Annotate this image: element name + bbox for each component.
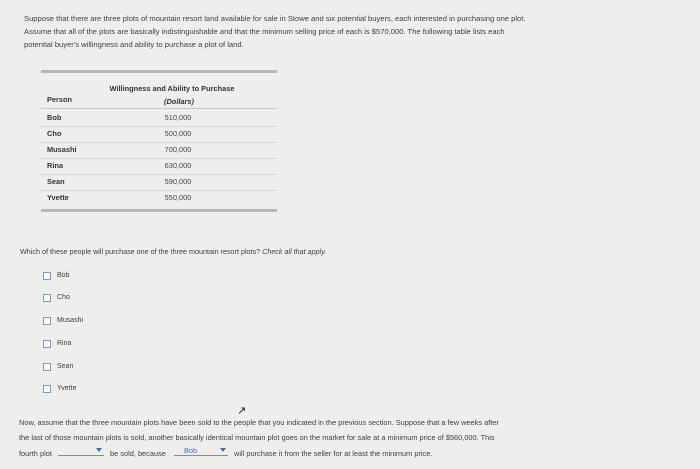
table-row — [41, 142, 277, 159]
option-label: Rina — [57, 340, 72, 347]
followup-line-3-mid: be sold, because — [110, 449, 166, 458]
row-person: Bob — [47, 113, 62, 122]
option-yvette[interactable] — [43, 383, 76, 394]
table-row — [41, 126, 277, 143]
dropdown-selected-value: Bob — [183, 446, 198, 455]
willingness-table — [41, 70, 277, 212]
mouse-cursor-icon: ↗ — [237, 405, 247, 417]
checkbox[interactable] — [43, 294, 51, 302]
question-text — [20, 247, 326, 256]
option-label: Yvette — [57, 385, 77, 392]
table-header-main: Willingness and Ability to Purchase — [109, 84, 235, 93]
row-value: 630,000 — [164, 161, 192, 170]
checkbox[interactable] — [43, 385, 51, 393]
row-person: Rina — [47, 161, 64, 170]
followup-line-1: Now, assume that the three mountain plots have been sold to the people that you indicated in the previous section. Suppose that a few weeks after — [19, 418, 499, 427]
option-label: Bob — [57, 272, 70, 279]
option-musashi[interactable] — [43, 315, 83, 326]
table-bottom-rule — [41, 209, 277, 212]
row-value: 700,000 — [164, 145, 192, 154]
option-label: Cho — [57, 294, 70, 301]
row-person: Sean — [47, 177, 65, 186]
table-row — [41, 190, 277, 206]
intro-line-1: Suppose that there are three plots of mountain resort land available for sale in Stowe and six potential buyers, each interested in purchasing one plot. — [24, 14, 526, 23]
option-bob[interactable] — [43, 270, 69, 281]
table-header-person: Person — [47, 95, 73, 104]
followup-line-2: the last of those mountain plots is sold, another basically identical mountain plot goes on the market for sale at a minimum price of $560,000. This — [19, 432, 495, 442]
table-body — [41, 73, 277, 209]
question-prompt: Which of these people will purchase one of the three mountain resort plots? — [20, 247, 261, 256]
chevron-down-icon — [220, 448, 226, 452]
option-sean[interactable] — [43, 361, 73, 372]
row-value: 550,000 — [164, 193, 192, 202]
intro-line-3: potential buyer's willingness and ability to purchase a plot of land. — [24, 40, 244, 49]
table-row — [41, 174, 277, 191]
option-rina[interactable] — [43, 338, 71, 349]
table-row — [41, 158, 277, 175]
table-header-unit: (Dollars) — [164, 97, 194, 106]
row-person: Musashi — [47, 145, 77, 154]
row-value: 510,000 — [164, 113, 192, 122]
followup-line-3-start: fourth plot — [19, 449, 52, 458]
followup-line-3-end: will purchase it from the seller for at least the minimum price. — [234, 449, 433, 458]
row-person: Yvette — [47, 193, 69, 202]
row-value: 500,000 — [164, 129, 192, 138]
question-hint: Check all that apply. — [262, 247, 327, 256]
followup-line-3 — [19, 445, 684, 462]
checkbox[interactable] — [43, 272, 51, 280]
intro-text — [24, 12, 684, 51]
chevron-down-icon — [96, 448, 102, 452]
buyer-dropdown[interactable] — [174, 445, 228, 456]
row-value: 590,000 — [164, 177, 192, 186]
table-row — [41, 110, 277, 127]
checkbox[interactable] — [43, 317, 51, 325]
option-label: Musashi — [57, 317, 84, 324]
checkbox[interactable] — [43, 363, 51, 371]
followup-text — [19, 416, 684, 462]
option-cho[interactable] — [43, 292, 70, 303]
intro-line-2: Assume that all of the plots are basically indistinguishable and that the minimum selling price of each is $570,000. The following table lists each — [24, 27, 505, 36]
option-label: Sean — [57, 363, 74, 370]
table-header-divider — [41, 108, 277, 109]
row-person: Cho — [47, 129, 62, 138]
will-be-sold-dropdown[interactable] — [58, 445, 104, 456]
checkbox[interactable] — [43, 340, 51, 348]
